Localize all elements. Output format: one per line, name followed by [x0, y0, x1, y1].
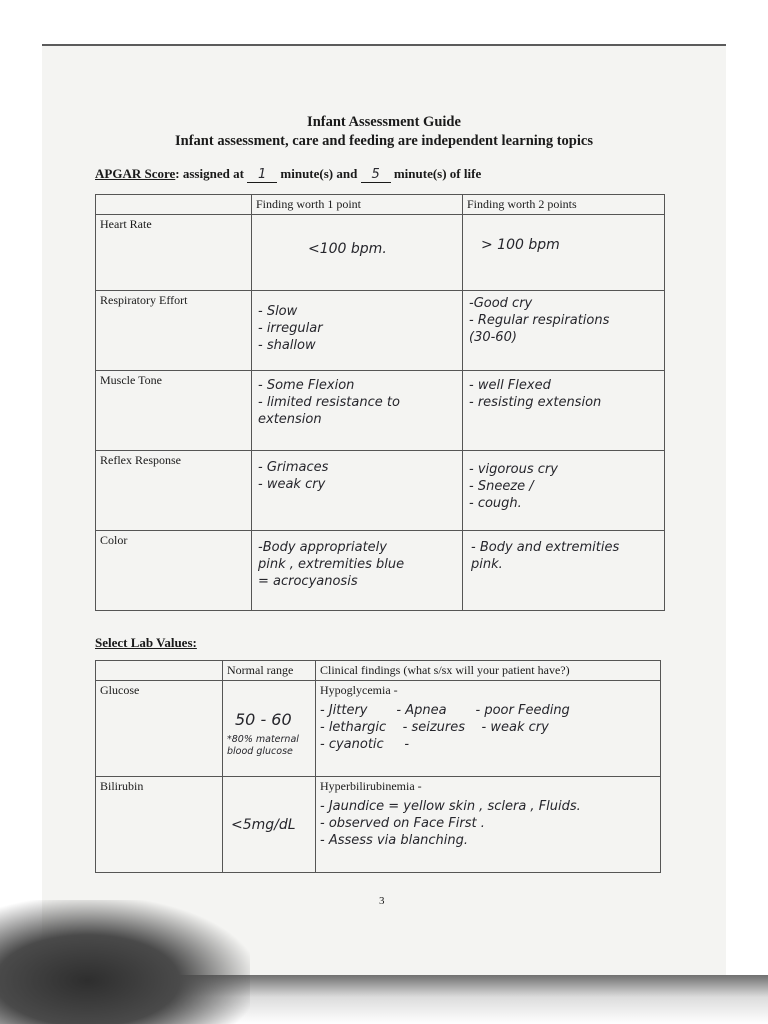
lab-findings: - Jittery - Apnea - poor Feeding - lethargic - seizures - weak cry - cyanotic -: [320, 703, 570, 752]
apgar-header-cell: [96, 195, 252, 215]
lab-header-cell: Normal range: [223, 661, 316, 681]
lab-values-table: [95, 660, 661, 873]
apgar-row-label: Reflex Response: [96, 451, 252, 531]
apgar-one-point-finding: - Grimaces - weak cry: [252, 451, 463, 531]
apgar-row: [96, 291, 665, 371]
lab-normal-range: <5mg/dL: [231, 817, 296, 833]
lab-finding-title: Hypoglycemia -: [320, 683, 398, 697]
apgar-two-point-finding: - Body and extremities pink.: [463, 531, 665, 611]
apgar-two-point-finding: - vigorous cry - Sneeze / - cough.: [463, 451, 665, 531]
apgar-row: [96, 215, 665, 291]
apgar-row-label: Respiratory Effort: [96, 291, 252, 371]
lab-normal-range-cell: [223, 681, 316, 777]
apgar-row-label: Heart Rate: [96, 215, 252, 291]
lab-finding-title: Hyperbilirubinemia -: [320, 779, 422, 793]
apgar-header-cell: Finding worth 1 point: [252, 195, 463, 215]
apgar-two-point-finding: > 100 bpm: [463, 215, 665, 291]
minute-blank-1: 1: [247, 167, 277, 183]
lab-values-heading: [95, 635, 197, 651]
lab-header-cell: Clinical findings (what s/sx will your patient have?): [316, 661, 661, 681]
apgar-one-point-finding: - Some Flexion - limited resistance to extension: [252, 371, 463, 451]
apgar-text-c: minute(s) of life: [393, 166, 482, 181]
apgar-text-a: : assigned at: [175, 166, 244, 181]
apgar-header-row: [96, 195, 665, 215]
lab-row-label: Glucose: [96, 681, 223, 777]
lab-values-title: Select Lab Values: [95, 635, 193, 650]
apgar-two-point-finding: - well Flexed - resisting extension: [463, 371, 665, 451]
lab-normal-range: 50 - 60: [235, 710, 292, 729]
lab-header-row: [96, 661, 661, 681]
lab-row: [96, 777, 661, 873]
apgar-one-point-finding: - Slow - irregular - shallow: [252, 291, 463, 371]
lab-findings: - Jaundice = yellow skin , sclera , Fluids. - observed on Face First . - Assess via blanching.: [320, 799, 581, 848]
lab-normal-range-cell: [223, 777, 316, 873]
apgar-score-label: APGAR Score: [95, 166, 176, 181]
apgar-one-point-finding: -Body appropriately pink , extremities blue = acrocyanosis: [252, 531, 463, 611]
apgar-row-label: Color: [96, 531, 252, 611]
apgar-row: [96, 451, 665, 531]
document-subtitle: Infant assessment, care and feeding are independent learning topics: [175, 133, 593, 149]
lab-clinical-findings-cell: [316, 681, 661, 777]
apgar-score-line: [95, 166, 481, 183]
document-title: Infant Assessment Guide: [307, 114, 461, 130]
apgar-two-point-finding: -Good cry - Regular respirations (30-60): [463, 291, 665, 371]
apgar-row-label: Muscle Tone: [96, 371, 252, 451]
minute-blank-2: 5: [361, 167, 391, 183]
lab-values-colon: :: [192, 635, 197, 650]
lab-header-cell: [96, 661, 223, 681]
apgar-one-point-finding: <100 bpm.: [252, 215, 463, 291]
apgar-row: [96, 371, 665, 451]
apgar-table: [95, 194, 665, 611]
lab-range-note: *80% maternal blood glucose: [227, 734, 299, 757]
apgar-row: [96, 531, 665, 611]
lab-row-label: Bilirubin: [96, 777, 223, 873]
lab-clinical-findings-cell: [316, 777, 661, 873]
apgar-text-b: minute(s) and: [280, 166, 358, 181]
apgar-header-cell: Finding worth 2 points: [463, 195, 665, 215]
lab-row: [96, 681, 661, 777]
photo-shadow-corner: [0, 900, 250, 1024]
page-number: 3: [379, 895, 385, 907]
